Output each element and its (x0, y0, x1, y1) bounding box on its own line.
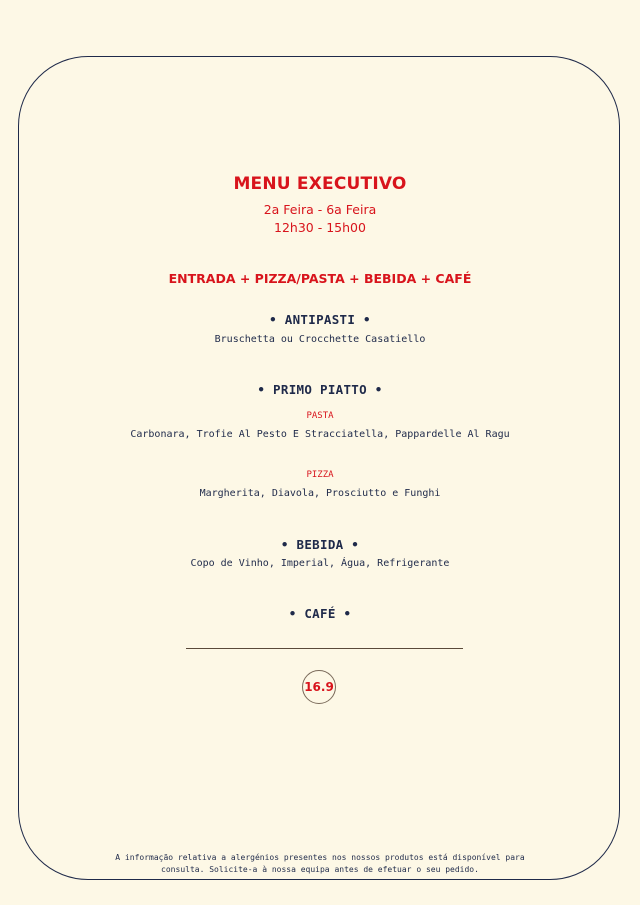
section-antipasti-heading: • ANTIPASTI • (269, 312, 371, 327)
menu-combo: ENTRADA + PIZZA/PASTA + BEBIDA + CAFÉ (168, 271, 472, 286)
allergen-notice-line1: A informação relativa a alergénios presentes nos nossos produtos está disponível para (115, 853, 525, 862)
section-primo-heading: • PRIMO PIATTO • (257, 382, 383, 397)
pasta-label: PASTA (306, 411, 334, 421)
section-bebida-heading: • BEBIDA • (280, 537, 360, 552)
pasta-items: Carbonara, Trofie Al Pesto E Stracciatella, Pappardelle Al Ragu (130, 429, 510, 440)
section-cafe-heading: • CAFÉ • (288, 606, 352, 621)
menu-title: MENU EXECUTIVO (233, 174, 407, 194)
price-badge: 16.9 (302, 670, 336, 704)
section-bebida-items: Copo de Vinho, Imperial, Água, Refrigerante (190, 558, 450, 569)
section-antipasti-items: Bruschetta ou Crocchette Casatiello (214, 334, 426, 345)
menu-days: 2a Feira - 6a Feira (263, 202, 377, 217)
pizza-label: PIZZA (306, 470, 334, 480)
allergen-notice-line2: consulta. Solicite-a à nossa equipa antes de efetuar o seu pedido. (161, 865, 479, 874)
pizza-items: Margherita, Diavola, Prosciutto e Funghi (199, 488, 441, 499)
allergen-notice (90, 852, 550, 876)
divider-line (186, 648, 463, 649)
menu-hours: 12h30 - 15h00 (274, 220, 366, 235)
